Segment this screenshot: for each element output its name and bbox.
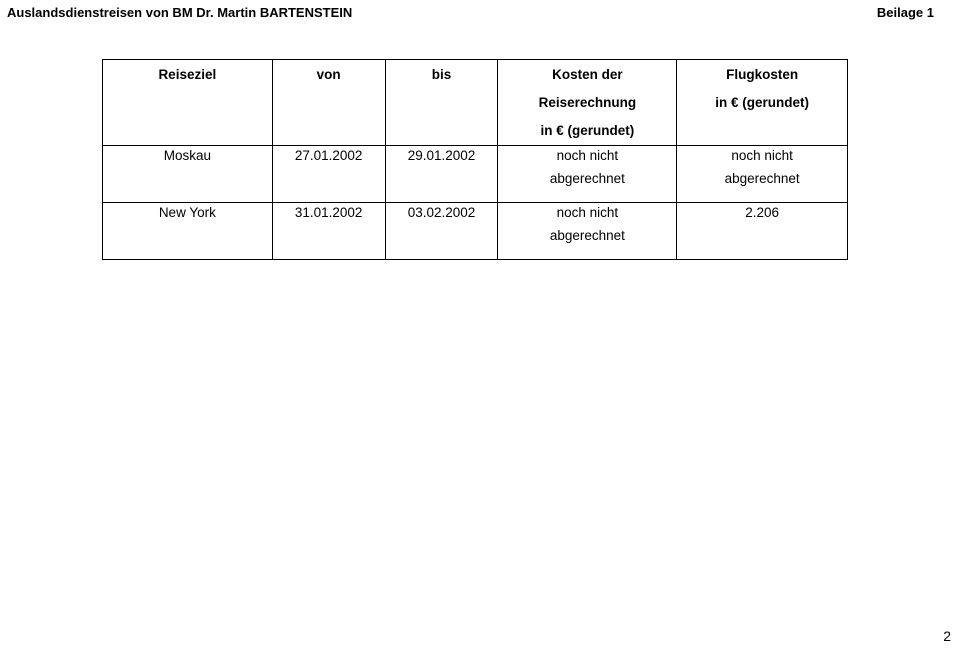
cell-to: 29.01.2002	[385, 146, 498, 203]
header-from: von	[272, 60, 385, 146]
header-flight-cost: Flugkosten in € (gerundet)	[677, 60, 848, 146]
cell-to: 03.02.2002	[385, 203, 498, 260]
table-row	[103, 203, 848, 260]
cell-destination: New York	[103, 203, 273, 260]
cell-flight-cost: 2.206	[677, 203, 848, 260]
table-row	[103, 146, 848, 203]
cell-travel-cost: noch nicht abgerechnet	[498, 203, 677, 260]
document-title: Auslandsdienstreisen von BM Dr. Martin BARTENSTEIN	[7, 5, 353, 20]
page-number: 2	[943, 628, 951, 644]
trips-table	[102, 59, 848, 260]
header-to: bis	[385, 60, 498, 146]
cell-travel-cost: noch nicht abgerechnet	[498, 146, 677, 203]
cell-from: 31.01.2002	[272, 203, 385, 260]
header-destination: Reiseziel	[103, 60, 273, 146]
cell-from: 27.01.2002	[272, 146, 385, 203]
annex-label: Beilage 1	[876, 5, 934, 20]
table-header-row	[103, 60, 848, 146]
header-travel-cost: Kosten der Reiserechnung in € (gerundet)	[498, 60, 677, 146]
cell-destination: Moskau	[103, 146, 273, 203]
cell-flight-cost: noch nicht abgerechnet	[677, 146, 848, 203]
